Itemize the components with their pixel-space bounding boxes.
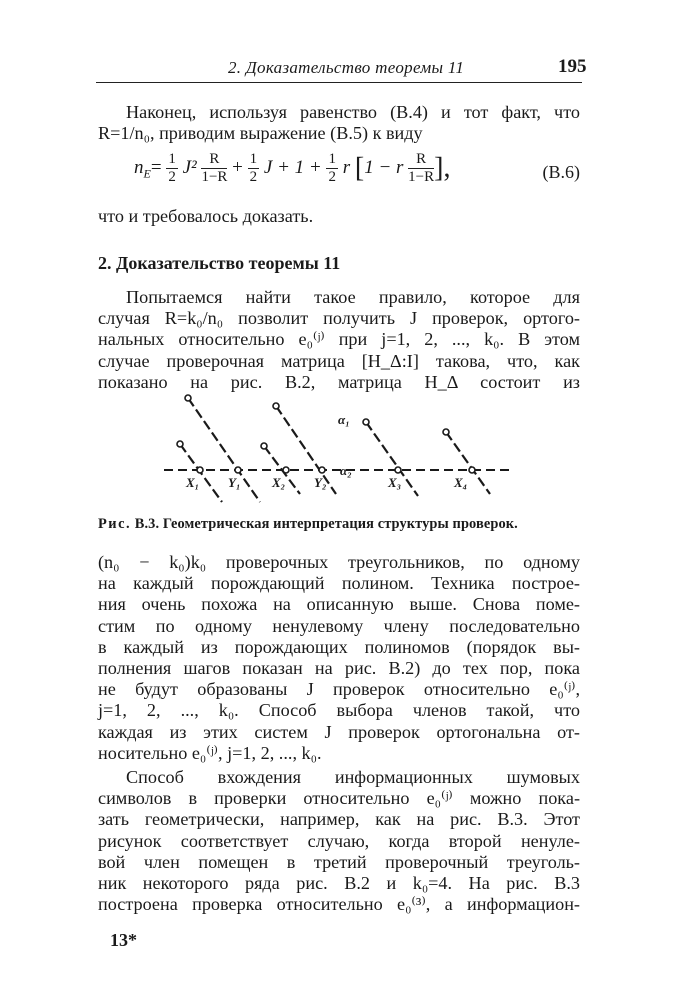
text-line: символов в проверки относительно e₀⁽ʲ⁾ можно пока-: [98, 788, 580, 809]
text-line: Способ вхождения информационных шумовых: [126, 767, 580, 787]
eq-bracket-close: ],: [434, 152, 451, 184]
node-circle: [235, 467, 241, 473]
after-equation-line: что и требовалось доказать.: [98, 206, 314, 226]
eq-frac-half-3: $\frac{1}{2}$: [328, 151, 336, 185]
figure-diagonals: [180, 398, 490, 502]
text-line: ния очень похожа на описанную выше. Снова поме-: [98, 594, 580, 615]
signature-mark: 13*: [110, 930, 137, 950]
paragraph-1: [98, 287, 580, 393]
equation-b6: $n_E=$ $\frac{1}{2}$ J² $\frac{R}{1-R}$ + $\frac{1}{2}$ J + 1 + $\frac{1}{2}$ r [1 − r $\frac{R}{1-R}$ ], (В.6): [134, 151, 580, 185]
eq-frac-r-2: $\frac{R}{1-R}$: [408, 151, 435, 185]
figure-label-x3: X₃: [388, 475, 402, 490]
intro-paragraph: [98, 102, 580, 144]
eq-mid: J + 1 +: [263, 156, 322, 178]
node-circle: [273, 403, 279, 409]
figure-label-alpha1: α₁: [338, 412, 350, 427]
figure-label-x2: X₂: [272, 475, 286, 490]
text-line: каждая из этих систем J проверок ортогональна от-: [98, 721, 580, 742]
eq-one-minus-r: 1 − r: [364, 156, 404, 178]
text-line: построена проверка относительно e₀⁽³⁾, а информацион-: [98, 894, 580, 915]
eq-bracket-open: [: [354, 152, 365, 184]
text-line: случае проверочная матрица [H_Δ:I] такова, что, как: [98, 350, 580, 371]
node-circle: [443, 429, 449, 435]
caption-text: В.3. Геометрическая интерпретация структуры проверок.: [134, 516, 518, 532]
eq-plus: +: [232, 156, 243, 178]
eq-r: r: [342, 156, 351, 178]
eq-j-squared: J²: [182, 156, 197, 178]
paragraph-3: [98, 767, 580, 915]
text-line: в каждый из порождающих полиномов (порядок вы-: [98, 636, 580, 657]
section-heading: 2. Доказательство теоремы 11: [98, 253, 341, 273]
node-circle: [185, 395, 191, 401]
node-circle: [319, 467, 325, 473]
eq-frac-half-2: $\frac{1}{2}$: [249, 151, 258, 185]
text-line: R=1/n₀, приводим выражение (В.5) к виду: [98, 123, 423, 144]
paragraph-2: [98, 552, 580, 764]
figure-label-alpha2: α₂: [340, 463, 352, 478]
text-line: стим по одному ненулевому члену последовательно: [98, 615, 580, 636]
text-line: Попытаемся найти такое правило, которое для: [126, 287, 580, 307]
running-header-title: 2. Доказательство теоремы 11: [228, 58, 465, 77]
text-line: Наконец, используя равенство (В.4) и тот факт, что: [126, 102, 580, 122]
eq-frac-half: $\frac{1}{2}$: [168, 151, 176, 185]
figure-caption: [98, 516, 580, 533]
figure-label-x4: X₄: [454, 475, 468, 490]
text-line: полнения шагов показан на рис. В.2) до тех пор, пока: [98, 658, 580, 679]
text-line: зать геометрически, например, как на рис. В.3. Этот: [98, 809, 580, 830]
figure-b3-diagram: [150, 386, 520, 508]
text-line: носительно e₀⁽ʲ⁾, j=1, 2, ..., k₀.: [98, 742, 322, 763]
node-circle: [177, 441, 183, 447]
figure-nodes: [177, 395, 475, 473]
text-line: случая R=k₀/n₀ позволит получить J проверок, ортого-: [98, 308, 580, 329]
header-rule: [96, 82, 582, 83]
eq-tag: (В.6): [542, 162, 580, 182]
eq-frac-r: $\frac{R}{1-R}$: [201, 151, 228, 185]
text-line: ник некоторого ряда рис. В.2 и k₀=4. На рис. В.3: [98, 873, 580, 894]
node-circle: [283, 467, 289, 473]
figure-label-x1: X₁: [186, 475, 200, 490]
diagonal-line: [446, 432, 490, 494]
eq-lhs-sub: E: [143, 166, 151, 181]
figure-label-y2: Y₂: [314, 475, 327, 490]
node-circle: [197, 467, 203, 473]
text-line: не будут образованы J проверок относительно e₀⁽ʲ⁾,: [98, 679, 580, 700]
page-number: 195: [558, 56, 587, 77]
node-circle: [261, 443, 267, 449]
node-circle: [395, 467, 401, 473]
text-line: на каждый порождающий полином. Техника построе-: [98, 573, 580, 594]
node-circle: [363, 419, 369, 425]
eq-lhs: n: [134, 156, 144, 178]
text-line: показано на рис. В.2, матрица H_Δ состоит из: [98, 371, 580, 392]
caption-label: Рис.: [98, 516, 132, 532]
text-line: рисунок соответствует случаю, когда второй ненуле-: [98, 830, 580, 851]
node-circle: [469, 467, 475, 473]
text-line: вой член помещен в третий проверочный треуголь-: [98, 851, 580, 872]
text-line: нальных относительно e₀⁽ʲ⁾ при j=1, 2, ..., k₀. В этом: [98, 329, 580, 350]
text-line: j=1, 2, ..., k₀. Способ выбора членов такой, что: [98, 700, 580, 721]
text-line: (n₀ − k₀)k₀ проверочных треугольников, по одному: [98, 552, 580, 572]
figure-label-y1: Y₁: [228, 475, 241, 490]
